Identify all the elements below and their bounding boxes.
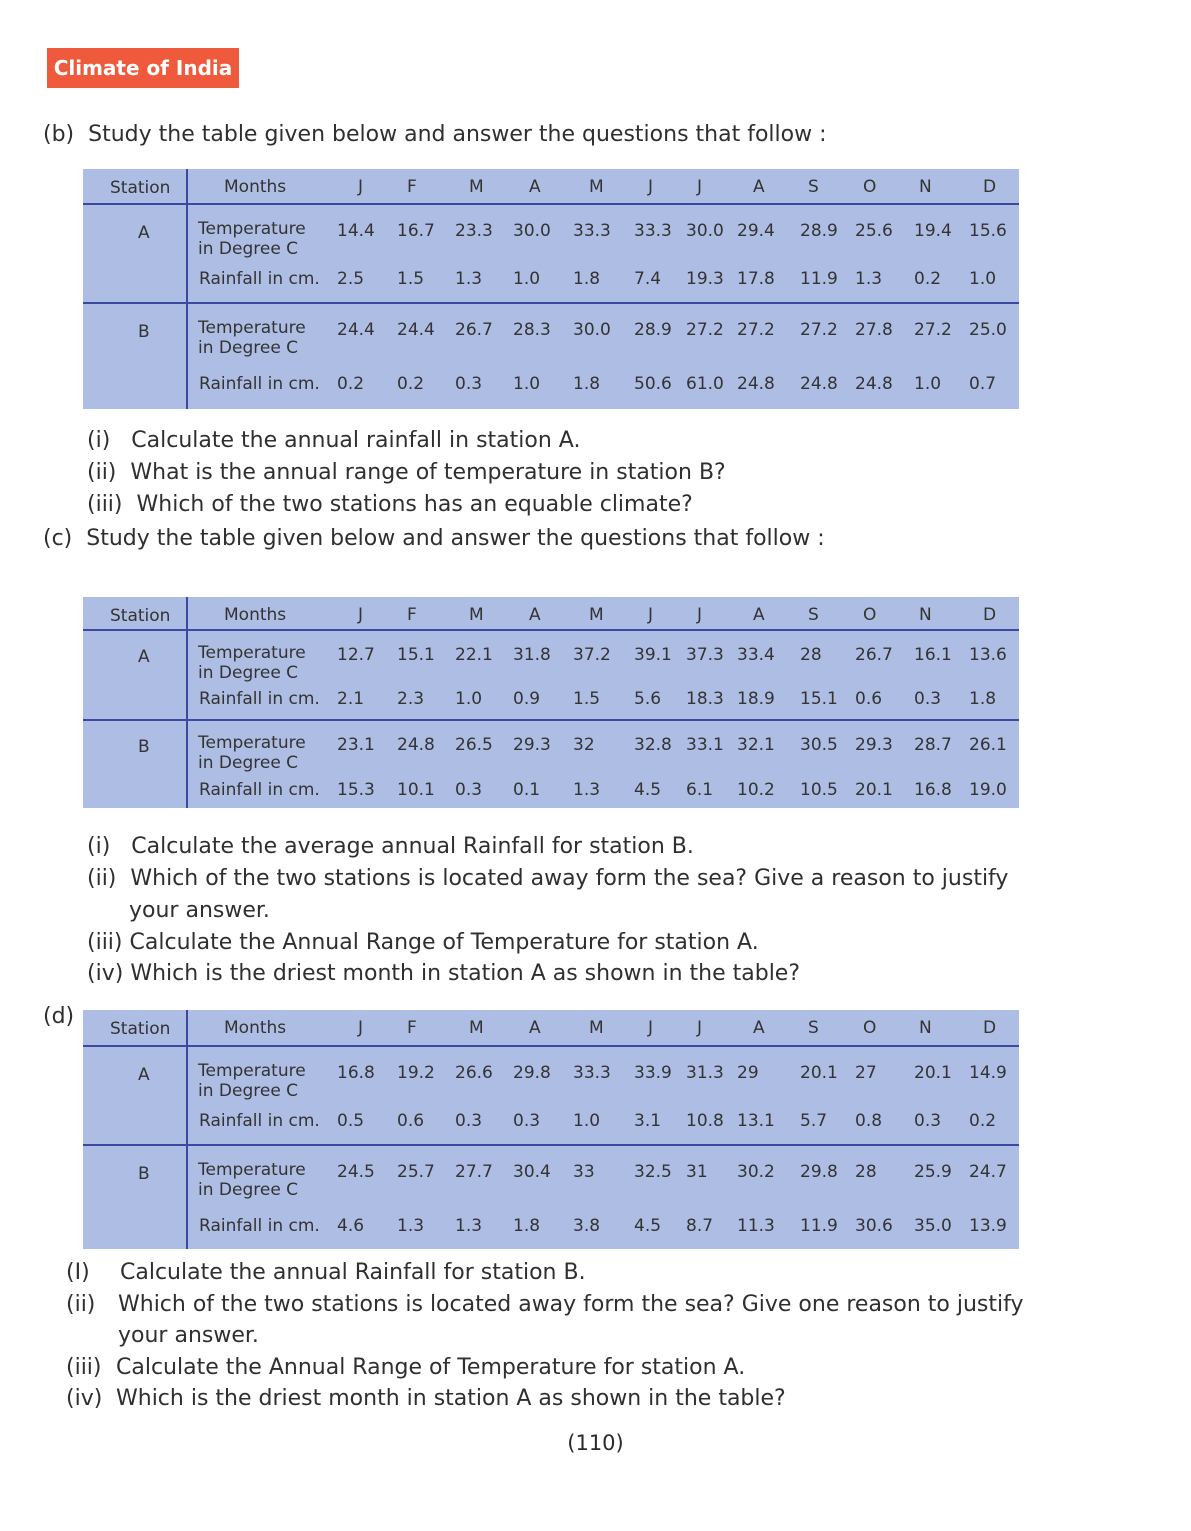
months-column-header: Months (224, 177, 287, 197)
rainfall-value: 1.0 (969, 269, 997, 289)
temperature-label-line-2: in Degree C (198, 239, 299, 259)
section-b-label: (b) (43, 122, 75, 147)
temperature-value: 30.5 (800, 735, 838, 755)
rainfall-value: 1.0 (573, 1111, 601, 1131)
temperature-value: 28 (855, 1162, 877, 1182)
month-header-12: D (983, 605, 997, 625)
month-header-2: F (407, 177, 417, 197)
month-header-6: J (648, 605, 654, 625)
section-b-intro (43, 122, 826, 147)
temperature-value: 37.2 (573, 645, 611, 665)
section-c-question-continued: your answer. (129, 898, 270, 923)
month-header-1: J (358, 177, 364, 197)
station-group-b (83, 721, 1019, 810)
temperature-value: 28.9 (634, 320, 672, 340)
question-text: Calculate the annual rainfall in station A. (131, 428, 581, 453)
rainfall-value: 2.5 (337, 269, 365, 289)
section-c-question (87, 834, 694, 859)
section-b-question (87, 460, 726, 485)
temperature-value: 16.8 (337, 1063, 375, 1083)
rainfall-value: 0.5 (337, 1111, 365, 1131)
month-header-6: J (648, 1018, 654, 1038)
rainfall-value: 1.5 (573, 689, 601, 709)
section-d-question (66, 1260, 586, 1285)
question-number: (I) (66, 1260, 90, 1285)
rainfall-value: 20.1 (855, 780, 893, 800)
section-c-question (87, 866, 1008, 891)
temperature-label-line-1: Temperature (198, 1061, 306, 1081)
temperature-value: 26.6 (455, 1063, 493, 1083)
climate-table-d (83, 1010, 1019, 1249)
temperature-value: 39.1 (634, 645, 672, 665)
temperature-value: 37.3 (686, 645, 724, 665)
month-header-9: S (808, 605, 819, 625)
rainfall-value: 1.3 (573, 780, 601, 800)
temperature-label-line-2: in Degree C (198, 1180, 299, 1200)
temperature-value: 29 (737, 1063, 759, 1083)
month-header-10: O (863, 177, 877, 197)
temperature-value: 31.8 (513, 645, 551, 665)
month-header-3: M (469, 605, 484, 625)
month-header-6: J (648, 177, 654, 197)
rainfall-value: 0.2 (914, 269, 942, 289)
temperature-value: 30.2 (737, 1162, 775, 1182)
month-header-11: N (919, 1018, 932, 1038)
month-header-1: J (358, 1018, 364, 1038)
question-number: (ii) (87, 460, 117, 485)
section-d-label: (d) (43, 1004, 75, 1029)
rainfall-value: 5.7 (800, 1111, 828, 1131)
station-column-header: Station (110, 1019, 171, 1039)
rainfall-value: 10.5 (800, 780, 838, 800)
month-header-11: N (919, 177, 932, 197)
rainfall-label: Rainfall in cm. (199, 374, 320, 394)
month-header-10: O (863, 1018, 877, 1038)
question-number: (iv) (66, 1386, 103, 1411)
section-c-question (87, 930, 759, 955)
rainfall-value: 2.1 (337, 689, 365, 709)
month-header-3: M (469, 177, 484, 197)
rainfall-label: Rainfall in cm. (199, 1111, 320, 1131)
temperature-value: 28.9 (800, 221, 838, 241)
rainfall-value: 0.7 (969, 374, 997, 394)
temperature-value: 30.0 (573, 320, 611, 340)
question-text: Which is the driest month in station A as shown in the table? (116, 1386, 786, 1411)
temperature-value: 22.1 (455, 645, 493, 665)
question-text: Calculate the Annual Range of Temperature for station A. (129, 930, 759, 955)
temperature-value: 25.0 (969, 320, 1007, 340)
question-number: (iii) (66, 1355, 102, 1380)
month-header-12: D (983, 177, 997, 197)
temperature-value: 29.3 (855, 735, 893, 755)
temperature-label-line-2: in Degree C (198, 338, 299, 358)
temperature-value: 14.4 (337, 221, 375, 241)
station-name: B (138, 1164, 150, 1184)
rainfall-value: 0.3 (455, 780, 483, 800)
temperature-value: 33.1 (686, 735, 724, 755)
temperature-label (198, 1160, 306, 1200)
temperature-value: 20.1 (800, 1063, 838, 1083)
temperature-value: 33.3 (634, 221, 672, 241)
rainfall-value: 1.0 (513, 269, 541, 289)
temperature-value: 12.7 (337, 645, 375, 665)
month-header-11: N (919, 605, 932, 625)
station-name: B (138, 737, 150, 757)
temperature-value: 28 (800, 645, 822, 665)
station-column-header: Station (110, 606, 171, 626)
temperature-value: 30.0 (513, 221, 551, 241)
temperature-value: 32 (573, 735, 595, 755)
months-column-header: Months (224, 1018, 287, 1038)
temperature-value: 30.4 (513, 1162, 551, 1182)
temperature-value: 33 (573, 1162, 595, 1182)
temperature-label-line-2: in Degree C (198, 1081, 299, 1101)
rainfall-value: 24.8 (737, 374, 775, 394)
station-group-a (83, 1047, 1019, 1146)
temperature-value: 15.1 (397, 645, 435, 665)
temperature-label-line-1: Temperature (198, 219, 306, 239)
rainfall-value: 0.3 (513, 1111, 541, 1131)
rainfall-value: 1.3 (455, 1216, 483, 1236)
temperature-value: 27.2 (800, 320, 838, 340)
rainfall-value: 30.6 (855, 1216, 893, 1236)
month-header-8: A (753, 177, 765, 197)
rainfall-value: 0.6 (855, 689, 883, 709)
temperature-label (198, 318, 306, 358)
temperature-value: 32.8 (634, 735, 672, 755)
rainfall-value: 15.3 (337, 780, 375, 800)
temperature-value: 23.3 (455, 221, 493, 241)
rainfall-value: 16.8 (914, 780, 952, 800)
question-number: (iii) (87, 492, 123, 517)
rainfall-value: 4.5 (634, 1216, 662, 1236)
station-name: A (138, 647, 150, 667)
station-column-header: Station (110, 178, 171, 198)
rainfall-value: 11.9 (800, 1216, 838, 1236)
month-header-9: S (808, 1018, 819, 1038)
rainfall-value: 3.8 (573, 1216, 601, 1236)
temperature-value: 27.2 (737, 320, 775, 340)
temperature-value: 26.5 (455, 735, 493, 755)
temperature-value: 29.8 (800, 1162, 838, 1182)
month-header-8: A (753, 605, 765, 625)
month-header-5: M (589, 1018, 604, 1038)
rainfall-value: 0.2 (969, 1111, 997, 1131)
temperature-label-line-1: Temperature (198, 318, 306, 338)
rainfall-value: 10.8 (686, 1111, 724, 1131)
rainfall-label: Rainfall in cm. (199, 1216, 320, 1236)
temperature-label (198, 1061, 306, 1101)
table-header-row (83, 169, 1019, 205)
rainfall-value: 7.4 (634, 269, 662, 289)
temperature-value: 29.4 (737, 221, 775, 241)
chapter-title-tag: Climate of India (47, 48, 239, 88)
temperature-value: 29.3 (513, 735, 551, 755)
rainfall-value: 0.9 (513, 689, 541, 709)
rainfall-value: 1.8 (573, 269, 601, 289)
temperature-value: 24.5 (337, 1162, 375, 1182)
rainfall-value: 19.0 (969, 780, 1007, 800)
rainfall-value: 13.9 (969, 1216, 1007, 1236)
temperature-value: 16.7 (397, 221, 435, 241)
temperature-value: 31 (686, 1162, 708, 1182)
temperature-label (198, 643, 306, 683)
temperature-value: 27.2 (914, 320, 952, 340)
temperature-value: 14.9 (969, 1063, 1007, 1083)
station-group-b (83, 1146, 1019, 1251)
rainfall-value: 0.2 (337, 374, 365, 394)
question-number: (i) (87, 428, 111, 453)
temperature-value: 29.8 (513, 1063, 551, 1083)
temperature-value: 25.6 (855, 221, 893, 241)
rainfall-value: 11.9 (800, 269, 838, 289)
rainfall-value: 1.8 (969, 689, 997, 709)
temperature-value: 24.4 (337, 320, 375, 340)
temperature-value: 33.3 (573, 1063, 611, 1083)
month-header-7: J (697, 605, 703, 625)
temperature-value: 28.3 (513, 320, 551, 340)
section-b-question (87, 428, 580, 453)
station-name: A (138, 223, 150, 243)
temperature-value: 19.4 (914, 221, 952, 241)
rainfall-label: Rainfall in cm. (199, 780, 320, 800)
rainfall-value: 0.3 (455, 1111, 483, 1131)
month-header-2: F (407, 605, 417, 625)
temperature-value: 31.3 (686, 1063, 724, 1083)
question-number: (iv) (87, 961, 124, 986)
rainfall-value: 1.3 (455, 269, 483, 289)
question-text: Which is the driest month in station A as shown in the table? (130, 961, 801, 986)
climate-table-c (83, 597, 1019, 808)
rainfall-value: 1.3 (855, 269, 883, 289)
temperature-value: 27.2 (686, 320, 724, 340)
rainfall-value: 18.9 (737, 689, 775, 709)
station-name: B (138, 322, 150, 342)
temperature-value: 26.7 (455, 320, 493, 340)
temperature-value: 23.1 (337, 735, 375, 755)
month-header-8: A (753, 1018, 765, 1038)
temperature-value: 20.1 (914, 1063, 952, 1083)
section-c-label: (c) (43, 526, 73, 551)
rainfall-value: 1.0 (914, 374, 942, 394)
rainfall-value: 35.0 (914, 1216, 952, 1236)
rainfall-value: 2.3 (397, 689, 425, 709)
question-number: (ii) (87, 866, 117, 891)
section-d-question (66, 1355, 745, 1380)
rainfall-value: 50.6 (634, 374, 672, 394)
table-header-row (83, 1010, 1019, 1047)
temperature-value: 28.7 (914, 735, 952, 755)
month-header-10: O (863, 605, 877, 625)
rainfall-label: Rainfall in cm. (199, 689, 320, 709)
temperature-label (198, 733, 306, 773)
question-text: Calculate the Annual Range of Temperature for station A. (116, 1355, 746, 1380)
temperature-label-line-1: Temperature (198, 643, 306, 663)
question-text: Which of the two stations is located away form the sea? Give a reason to justify (130, 866, 1009, 891)
climate-table-b (83, 169, 1019, 409)
month-header-4: A (529, 177, 541, 197)
month-header-12: D (983, 1018, 997, 1038)
rainfall-value: 4.5 (634, 780, 662, 800)
station-group-a (83, 205, 1019, 304)
month-header-9: S (808, 177, 819, 197)
temperature-value: 25.9 (914, 1162, 952, 1182)
section-c-intro (43, 526, 825, 551)
section-d-question-continued: your answer. (118, 1323, 259, 1348)
temperature-label-line-1: Temperature (198, 733, 306, 753)
rainfall-value: 10.2 (737, 780, 775, 800)
month-header-5: M (589, 605, 604, 625)
month-header-1: J (358, 605, 364, 625)
rainfall-value: 19.3 (686, 269, 724, 289)
temperature-value: 16.1 (914, 645, 952, 665)
temperature-value: 25.7 (397, 1162, 435, 1182)
temperature-label-line-1: Temperature (198, 1160, 306, 1180)
section-b-intro-text: Study the table given below and answer the questions that follow : (88, 122, 827, 147)
rainfall-value: 1.0 (513, 374, 541, 394)
question-text: Calculate the annual Rainfall for station B. (120, 1260, 586, 1285)
temperature-value: 32.5 (634, 1162, 672, 1182)
temperature-value: 26.1 (969, 735, 1007, 755)
month-header-7: J (697, 177, 703, 197)
rainfall-value: 4.6 (337, 1216, 365, 1236)
rainfall-value: 17.8 (737, 269, 775, 289)
month-header-4: A (529, 605, 541, 625)
rainfall-value: 13.1 (737, 1111, 775, 1131)
section-d-question (66, 1292, 1024, 1317)
temperature-label (198, 219, 306, 259)
station-group-b (83, 304, 1019, 409)
month-header-5: M (589, 177, 604, 197)
question-text: Calculate the average annual Rainfall for station B. (131, 834, 694, 859)
temperature-label-line-2: in Degree C (198, 753, 299, 773)
temperature-value: 26.7 (855, 645, 893, 665)
rainfall-value: 24.8 (800, 374, 838, 394)
rainfall-value: 3.1 (634, 1111, 662, 1131)
question-number: (i) (87, 834, 111, 859)
rainfall-value: 1.8 (573, 374, 601, 394)
table-header-row (83, 597, 1019, 631)
rainfall-value: 11.3 (737, 1216, 775, 1236)
temperature-value: 27 (855, 1063, 877, 1083)
rainfall-value: 10.1 (397, 780, 435, 800)
temperature-value: 30.0 (686, 221, 724, 241)
section-b-question (87, 492, 693, 517)
temperature-value: 19.2 (397, 1063, 435, 1083)
temperature-value: 27.7 (455, 1162, 493, 1182)
temperature-value: 24.4 (397, 320, 435, 340)
rainfall-value: 0.6 (397, 1111, 425, 1131)
question-number: (ii) (66, 1292, 96, 1317)
rainfall-value: 0.2 (397, 374, 425, 394)
rainfall-value: 0.8 (855, 1111, 883, 1131)
rainfall-value: 61.0 (686, 374, 724, 394)
temperature-value: 24.7 (969, 1162, 1007, 1182)
rainfall-value: 1.0 (455, 689, 483, 709)
rainfall-value: 0.3 (914, 1111, 942, 1131)
station-name: A (138, 1065, 150, 1085)
rainfall-value: 8.7 (686, 1216, 714, 1236)
rainfall-value: 1.8 (513, 1216, 541, 1236)
temperature-value: 33.4 (737, 645, 775, 665)
question-text: Which of the two stations has an equable climate? (136, 492, 693, 517)
rainfall-value: 0.3 (914, 689, 942, 709)
rainfall-value: 1.3 (397, 1216, 425, 1236)
month-header-2: F (407, 1018, 417, 1038)
rainfall-value: 15.1 (800, 689, 838, 709)
rainfall-value: 6.1 (686, 780, 714, 800)
section-d-question (66, 1386, 786, 1411)
temperature-value: 13.6 (969, 645, 1007, 665)
temperature-value: 33.9 (634, 1063, 672, 1083)
month-header-4: A (529, 1018, 541, 1038)
temperature-value: 15.6 (969, 221, 1007, 241)
temperature-value: 33.3 (573, 221, 611, 241)
rainfall-value: 24.8 (855, 374, 893, 394)
temperature-value: 24.8 (397, 735, 435, 755)
page-number: (110) (567, 1431, 624, 1455)
section-c-question (87, 961, 800, 986)
temperature-value: 27.8 (855, 320, 893, 340)
month-header-3: M (469, 1018, 484, 1038)
question-number: (iii) (87, 930, 123, 955)
temperature-label-line-2: in Degree C (198, 663, 299, 683)
rainfall-label: Rainfall in cm. (199, 269, 320, 289)
rainfall-value: 0.1 (513, 780, 541, 800)
month-header-7: J (697, 1018, 703, 1038)
question-text: What is the annual range of temperature in station B? (130, 460, 726, 485)
section-c-intro-text: Study the table given below and answer the questions that follow : (86, 526, 825, 551)
question-text: Which of the two stations is located away form the sea? Give one reason to justify (118, 1292, 1024, 1317)
rainfall-value: 18.3 (686, 689, 724, 709)
temperature-value: 32.1 (737, 735, 775, 755)
months-column-header: Months (224, 605, 287, 625)
rainfall-value: 0.3 (455, 374, 483, 394)
rainfall-value: 5.6 (634, 689, 662, 709)
station-group-a (83, 631, 1019, 721)
rainfall-value: 1.5 (397, 269, 425, 289)
